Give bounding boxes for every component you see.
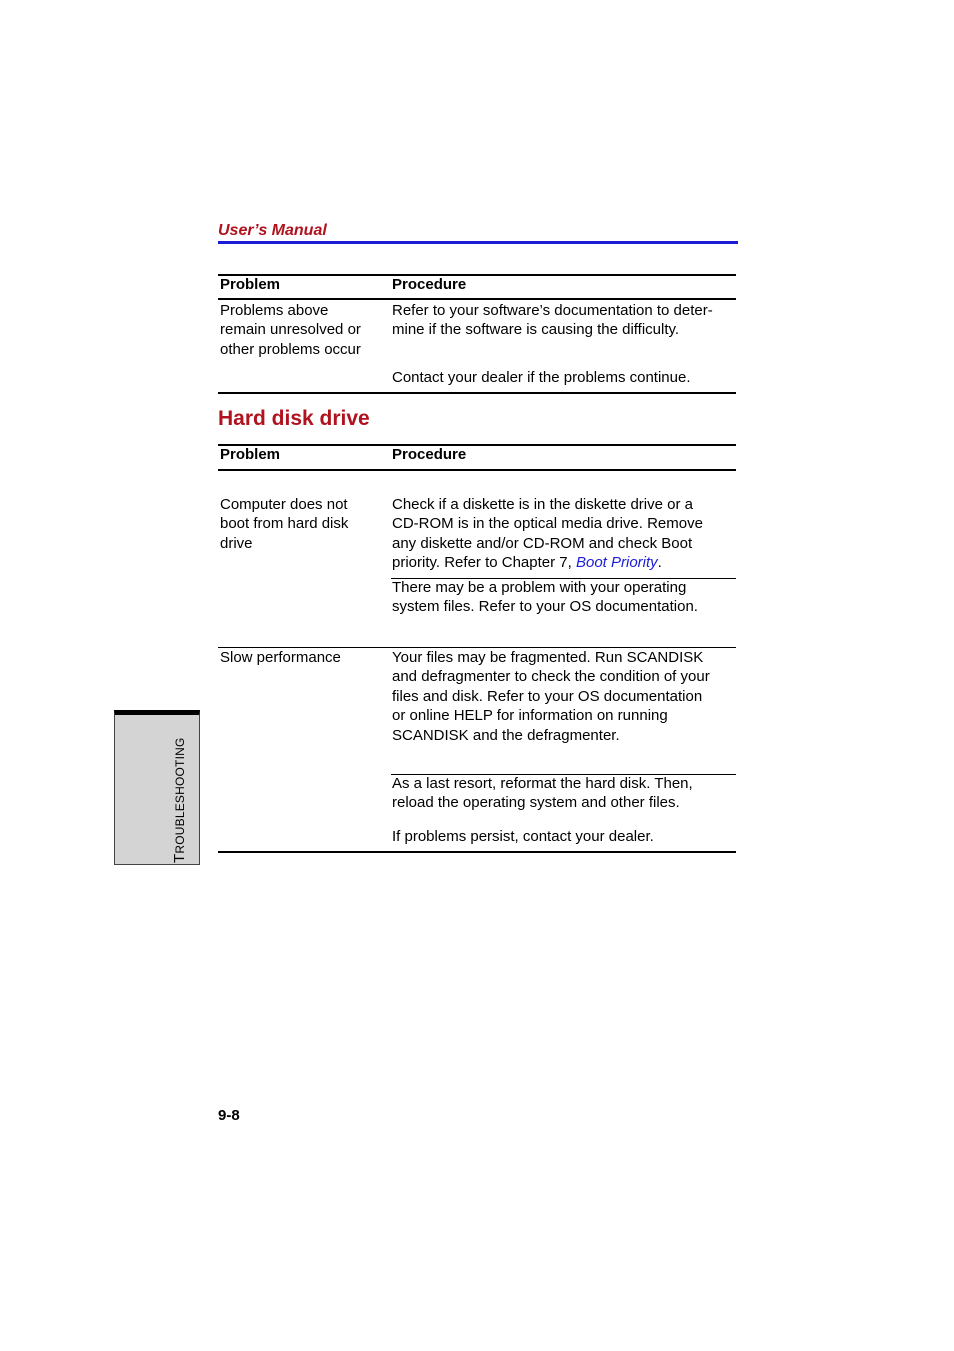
boot-priority-link[interactable]: Boot Priority (575, 554, 658, 572)
table1-row-procedure-contact: Contact your dealer if the problems continue. (392, 369, 691, 386)
header-rule (218, 241, 738, 244)
table2-row2-procedure-dealer: If problems persist, contact your dealer. (392, 828, 654, 845)
table2-row2-procedure-scandisk: Your files may be fragmented. Run SCANDISK and defragmenter to check the condition of your files and disk. Refer to your OS documentation or online HELP for information on running SCANDISK and the defragmenter. (392, 649, 710, 744)
table1-header-problem: Problem (220, 276, 281, 293)
page-number: 9-8 (218, 1107, 240, 1124)
table2-header-rule (218, 469, 736, 471)
table2-top-rule (218, 444, 736, 446)
table1-top-rule (218, 274, 736, 276)
table2-header-procedure: Procedure (392, 446, 467, 463)
section-title: Hard disk drive (218, 407, 370, 430)
table2-row1-procedure-os: There may be a problem with your operating system files. Refer to your OS documentation. (392, 579, 698, 616)
chapter-side-tab (114, 710, 200, 865)
chapter-tab-label: TROUBLESHOOTING (171, 737, 188, 863)
table1-row-problem: Problems above remain unresolved or other problems occur (220, 302, 361, 358)
table1-row-procedure: Refer to your software’s documentation to deter- mine if the software is causing the difficulty. (392, 302, 713, 339)
table1-header-rule (218, 298, 736, 300)
table2-bottom-rule (218, 851, 736, 853)
table1-header-procedure: Procedure (392, 276, 467, 293)
table2-row1-procedure-check: Check if a diskette is in the diskette drive or a CD-ROM is in the optical media drive. Remove any diskette and/or CD-ROM and check Boot priority. Refer to Chapter 7, Boot Priority. (392, 496, 703, 572)
table2-row1-problem: Computer does not boot from hard disk drive (220, 496, 349, 552)
table2-row2-problem: Slow performance (220, 649, 341, 666)
running-header-title: User’s Manual (218, 222, 327, 239)
table2-header-problem: Problem (220, 446, 281, 463)
table2-row2-procedure-reformat: As a last resort, reformat the hard disk. Then, reload the operating system and other files. (392, 775, 693, 812)
table1-bottom-rule (218, 392, 736, 394)
